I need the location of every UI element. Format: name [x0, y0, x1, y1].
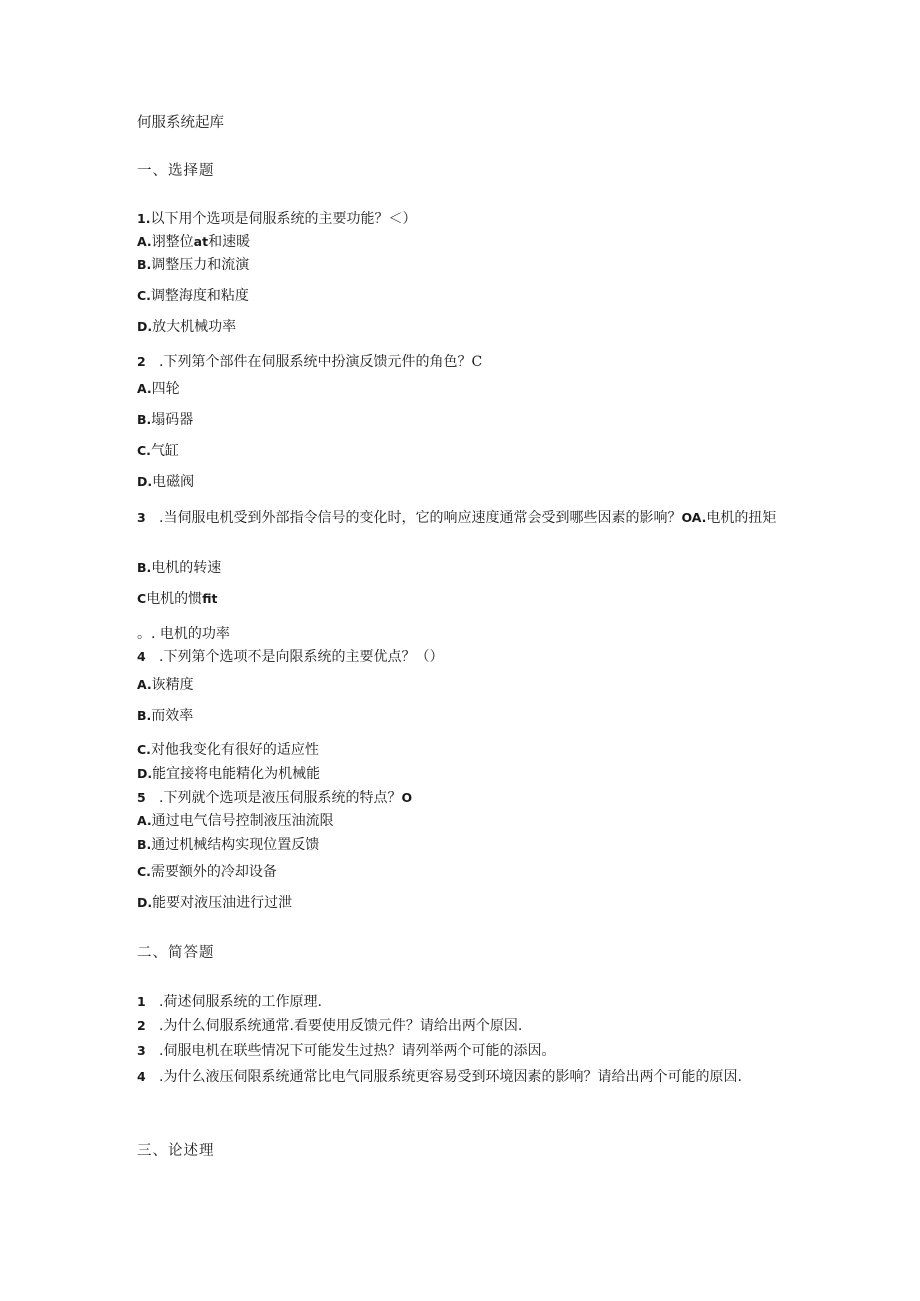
short-answer-1 [137, 992, 787, 1012]
q4-option-c [137, 740, 787, 760]
q2-option-c [137, 441, 787, 461]
option-letter: D. [137, 895, 153, 910]
option-letter: D. [137, 766, 153, 781]
option-text: 电机的惯 [146, 591, 203, 607]
option-text: 。. 电机的功率 [137, 626, 230, 642]
q5-option-d [137, 893, 787, 913]
q1-option-b [137, 255, 787, 275]
question-text: .伺服电机在联些情况下可能发生过热？请列举两个可能的添因。 [159, 1043, 556, 1059]
question-text: .为什么液压伺限系统通常比电气同服系统更容易受到环境因素的影响？请给出两个可能的原因. [159, 1069, 742, 1085]
question-number: 4 [137, 649, 146, 664]
option-letter: B. [137, 257, 152, 272]
option-letter: C. [137, 864, 151, 879]
option-text: 调整海度和粘度 [150, 288, 249, 304]
question-number: 4 [137, 1069, 146, 1084]
short-answer-2 [137, 1016, 787, 1036]
q3-option-d [137, 624, 787, 644]
question-number: 2 [137, 1018, 146, 1033]
option-letter: C. [137, 288, 151, 303]
question-5 [137, 788, 787, 808]
question-number: 1 [137, 994, 146, 1009]
question-2 [137, 352, 787, 372]
option-text: 放大机械功率 [152, 319, 237, 335]
option-text: 需要额外的冷却设备 [150, 864, 277, 880]
option-letter: A. [137, 381, 152, 396]
option-text: 塌码器 [151, 412, 194, 428]
option-text: 调整压力和流演 [151, 257, 250, 273]
option-text: 能要对液压油进行过泄 [152, 895, 293, 911]
option-text: 气缸 [150, 443, 179, 459]
question-text: .当伺服电机受到外部指令信号的变化时，它的响应速度通常会受到哪些因素的影响？ [159, 510, 682, 526]
question-text-continued: 电机的扭矩 [706, 510, 777, 526]
q3-option-c [137, 589, 787, 609]
question-1 [137, 209, 787, 229]
option-text-rest: 和速暖 [208, 234, 251, 250]
question-inline-option: OA. [681, 510, 707, 525]
option-letter: D. [137, 474, 153, 489]
option-text: 诩整位 [151, 234, 194, 250]
question-number: 3 [137, 510, 146, 525]
q4-option-d [137, 764, 787, 784]
section-heading-short-answer: 二、简答题 [137, 945, 215, 961]
short-answer-4 [137, 1065, 787, 1089]
option-text: 诙精度 [151, 677, 194, 693]
question-number: 5 [137, 790, 146, 805]
q3-option-b [137, 558, 787, 578]
question-answer-mark: O [401, 790, 413, 805]
option-text: 通过机械结构实现位置反馈 [151, 837, 320, 853]
option-letter: C [137, 591, 147, 606]
q4-option-a [137, 675, 787, 695]
question-text: .下列第个选项不是向限系统的主要优点？（） [159, 649, 444, 665]
option-text-bold: fit [202, 591, 218, 606]
question-number: 2 [137, 354, 146, 369]
option-letter: D. [137, 319, 153, 334]
document-title: 何服系统起库 [137, 115, 224, 131]
q1-option-d [137, 317, 787, 337]
option-letter: B. [137, 560, 152, 575]
q2-option-a [137, 379, 787, 399]
question-3 [137, 506, 787, 530]
q5-option-a [137, 811, 787, 831]
q5-option-c [137, 862, 787, 882]
question-number: 3 [137, 1043, 146, 1058]
option-text: 电磁阀 [152, 474, 195, 490]
section-heading-essay: 三、论述理 [137, 1143, 215, 1159]
question-text: .下列第个部件在伺服系统中扮演反馈元件的角色？C [159, 354, 483, 370]
option-letter: B. [137, 412, 152, 427]
option-letter: B. [137, 708, 152, 723]
question-text: .下列就个选项是液压伺服系统的特点？ [159, 790, 402, 806]
option-text-bold: at [193, 234, 209, 249]
option-letter: C. [137, 443, 151, 458]
option-letter: A. [137, 813, 152, 828]
option-text: 能宜接将电能精化为机械能 [152, 766, 321, 782]
section-heading-choice: 一、选择题 [137, 163, 215, 179]
option-text: 而效率 [151, 708, 194, 724]
option-letter: A. [137, 677, 152, 692]
q2-option-d [137, 472, 787, 492]
question-text: 以下用个选项是伺服系统的主要功能？＜） [150, 211, 417, 227]
option-text: 通过电气信号控制液压油流限 [151, 813, 334, 829]
q4-option-b [137, 706, 787, 726]
question-4 [137, 647, 787, 667]
short-answer-3 [137, 1041, 787, 1061]
q1-option-a [137, 232, 787, 252]
option-text: 四轮 [151, 381, 180, 397]
question-text: .为什么伺服系统通常.看要使用反馈元件？请给出两个原因. [159, 1018, 523, 1034]
q1-option-c [137, 286, 787, 306]
q5-option-b [137, 835, 787, 855]
question-number: 1. [137, 211, 151, 226]
option-letter: C. [137, 742, 151, 757]
option-letter: A. [137, 234, 152, 249]
option-letter: B. [137, 837, 152, 852]
option-text: 电机的转速 [151, 560, 222, 576]
q2-option-b [137, 410, 787, 430]
question-text: .荷述伺服系统的工作原理. [159, 994, 322, 1010]
option-text: 对他我变化有很好的适应性 [150, 742, 319, 758]
